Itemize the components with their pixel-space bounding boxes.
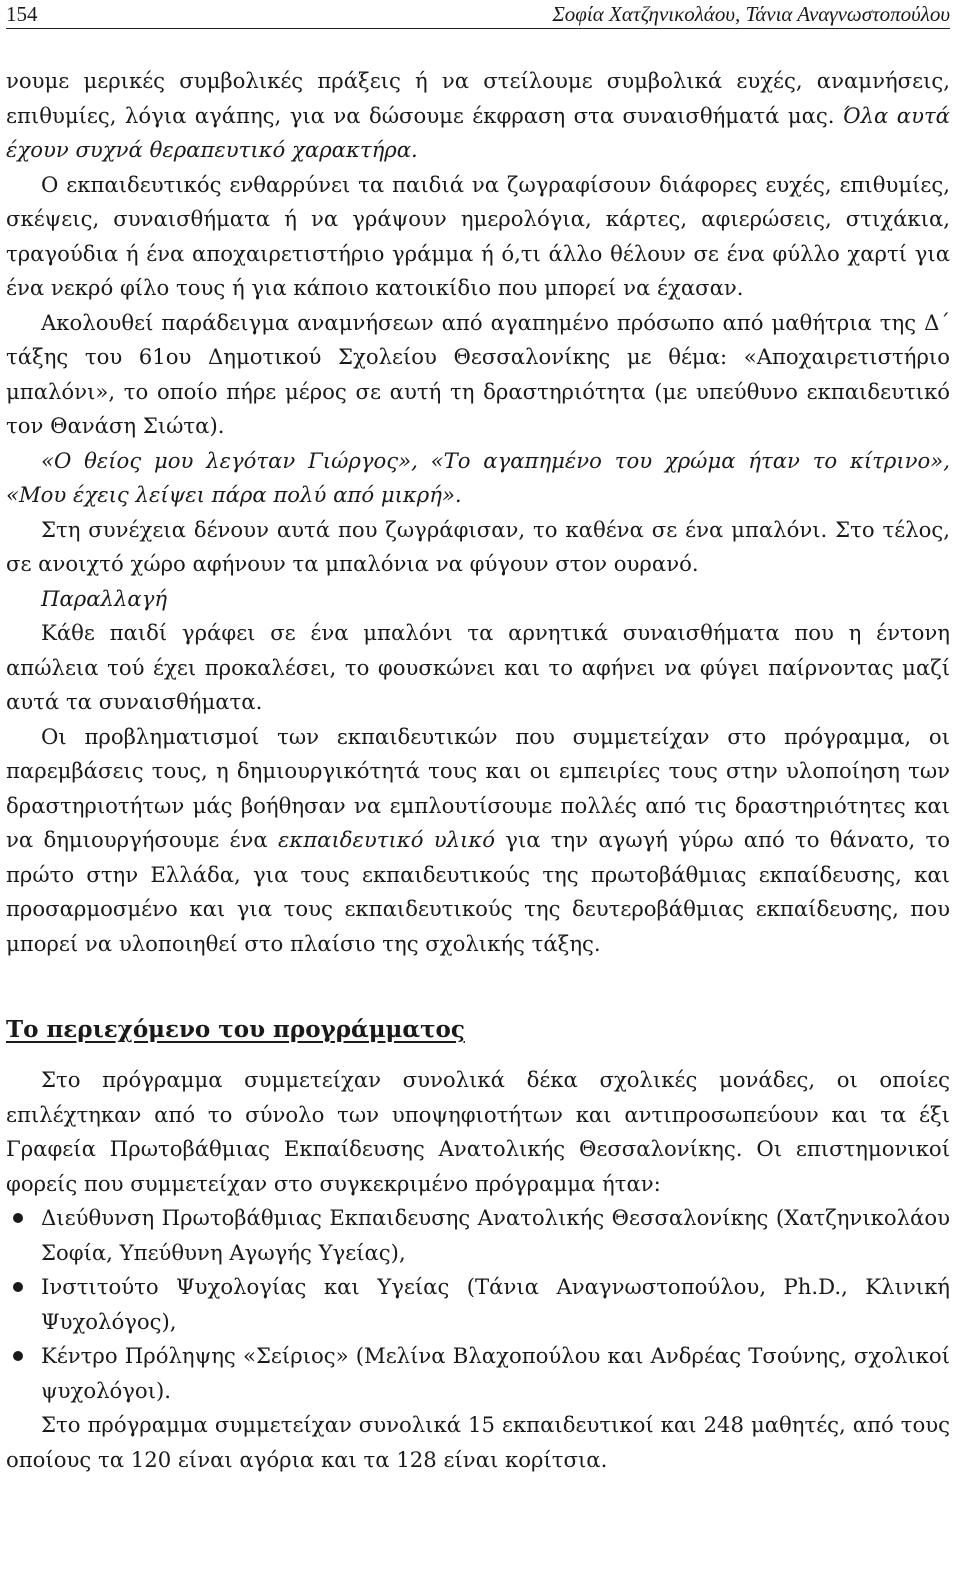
- paragraph-text: για την αγωγή γύρω από το θάνατο, το πρώτο στην Ελλάδα, για τους εκπαιδευτικούς της πρωτοβάθμιας εκπαίδευσης, και προσαρμοσμένο και για τους εκπαιδευτικούς της δευτεροβάθμιας εκπαίδευσης, που μπορεί να υλοποιηθεί στο πλαίσιο της σχολικής τάξης.: [6, 827, 950, 956]
- paragraph: Στο πρόγραμμα συμμετείχαν συνολικά 15 εκπαιδευτικοί και 248 μαθητές, από τους οποίους τα 120 είναι αγόρια και τα 128 είναι κορίτσια.: [6, 1412, 950, 1472]
- paragraph: Κάθε παιδί γράφει σε ένα μπαλόνι τα αρνητικά συναισθήματα που η έντονη απώλεια τού έχει προκαλέσει, το φουσκώνει και το αφήνει να φύγει παίρνοντας μαζί αυτά τα συναισθήματα.: [6, 620, 950, 714]
- running-title: Σοφία Χατζηνικολάου, Τάνια Αναγνωστοπούλου: [552, 2, 950, 26]
- bullet-list: [6, 1201, 950, 1408]
- page-number: 154: [6, 2, 38, 26]
- paragraph: Ακολουθεί παράδειγμα αναμνήσεων από αγαπημένο πρόσωπο από μαθήτρια της Δ΄ τάξης του 61ου Δημοτικού Σχολείου Θεσσαλονίκης με θέμα: «Αποχαιρετιστήριο μπαλόνι», το οποίο πήρε μέρος σε αυτή τη δραστηριότητα (με υπεύθυνο εκπαιδευτικό τον Θανάση Σιώτα).: [6, 309, 950, 438]
- paragraph: Στο πρόγραμμα συμμετείχαν συνολικά δέκα σχολικές μονάδες, οι οποίες επιλέχτηκαν από το σύνολο των υποψηφιοτήτων και αντιπροσωπεύουν και τα έξι Γραφεία Πρωτοβάθμιας Εκπαίδευσης Ανατολικής Θεσσαλονίκης. Οι επιστημονικοί φορείς που συμμετείχαν στο συγκεκριμένο πρόγραμμα ήταν:: [6, 1067, 950, 1196]
- page-header: [6, 0, 950, 29]
- body-text: [6, 64, 950, 1477]
- list-item: Κέντρο Πρόληψης «Σείριος» (Μελίνα Βλαχοπούλου και Ανδρέας Τσούνης, σχολικοί ψυχολόγοι).: [41, 1339, 950, 1408]
- paragraph-continuation: [6, 64, 950, 168]
- paragraph-italic-text: Όλα αυτά έχουν συχνά θεραπευτικό χαρακτήρα.: [6, 102, 950, 162]
- paragraph: Στη συνέχεια δένουν αυτά που ζωγράφισαν, το καθένα σε ένα μπαλόνι. Στο τέλος, σε ανοιχτό χώρο αφήνουν τα μπαλόνια να φύγουν στον ουρανό.: [6, 516, 950, 576]
- list-item: Διεύθυνση Πρωτοβάθμιας Εκπαιδευσης Ανατολικής Θεσσαλονίκης (Χατζηνικολάου Σοφία, Υπεύθυνη Αγωγής Υγείας),: [41, 1201, 950, 1270]
- paragraph: [6, 720, 950, 962]
- subheading-variation: Παραλλαγή: [41, 585, 168, 611]
- quote-paragraph: «Ο θείος μου λεγόταν Γιώργος», «Το αγαπημένο του χρώμα ήταν το κίτρινο», «Μου έχεις λείψει πάρα πολύ από μικρή».: [6, 447, 950, 507]
- paragraph-text: νουμε μερικές συμβολικές πράξεις ή να στείλουμε συμβολικά ευχές, αναμνήσεις, επιθυμίες, λόγια αγάπης, για να δώσουμε έκφραση στα συναισθήματά μας.: [6, 68, 950, 128]
- paragraph: Ο εκπαιδευτικός ενθαρρύνει τα παιδιά να ζωγραφίσουν διάφορες ευχές, επιθυμίες, σκέψεις, συναισθήματα ή να γράψουν ημερολόγια, κάρτες, αφιερώσεις, στιχάκια, τραγούδια ή ένα αποχαιρετιστήριο γράμμα ή ό,τι άλλο θέλουν σε ένα φύλλο χαρτί για ένα νεκρό φίλο τους ή για κάποιο κατοικίδιο που μπορεί να έχασαν.: [6, 171, 950, 300]
- paragraph-italic-text: εκπαιδευτικό υλικό: [277, 827, 495, 852]
- section-heading: Το περιεχόμενο του προγράμματος: [6, 1016, 465, 1043]
- list-item: Ινστιτούτο Ψυχολογίας και Υγείας (Τάνια Αναγνωστοπούλου, Ph.D., Κλινική Ψυχολόγος),: [41, 1270, 950, 1339]
- paragraph-text: Οι προβληματισμοί των εκπαιδευτικών που συμμετείχαν στο πρόγραμμα, οι παρεμβάσεις τους, η δημιουργικότητά τους και οι εμπειρίες τους στην υλοποίηση των δραστηριοτήτων μάς βοήθησαν να εμπλουτίσουμε πολλές από τις δραστηριότητες και να δημιουργήσουμε ένα: [6, 723, 950, 852]
